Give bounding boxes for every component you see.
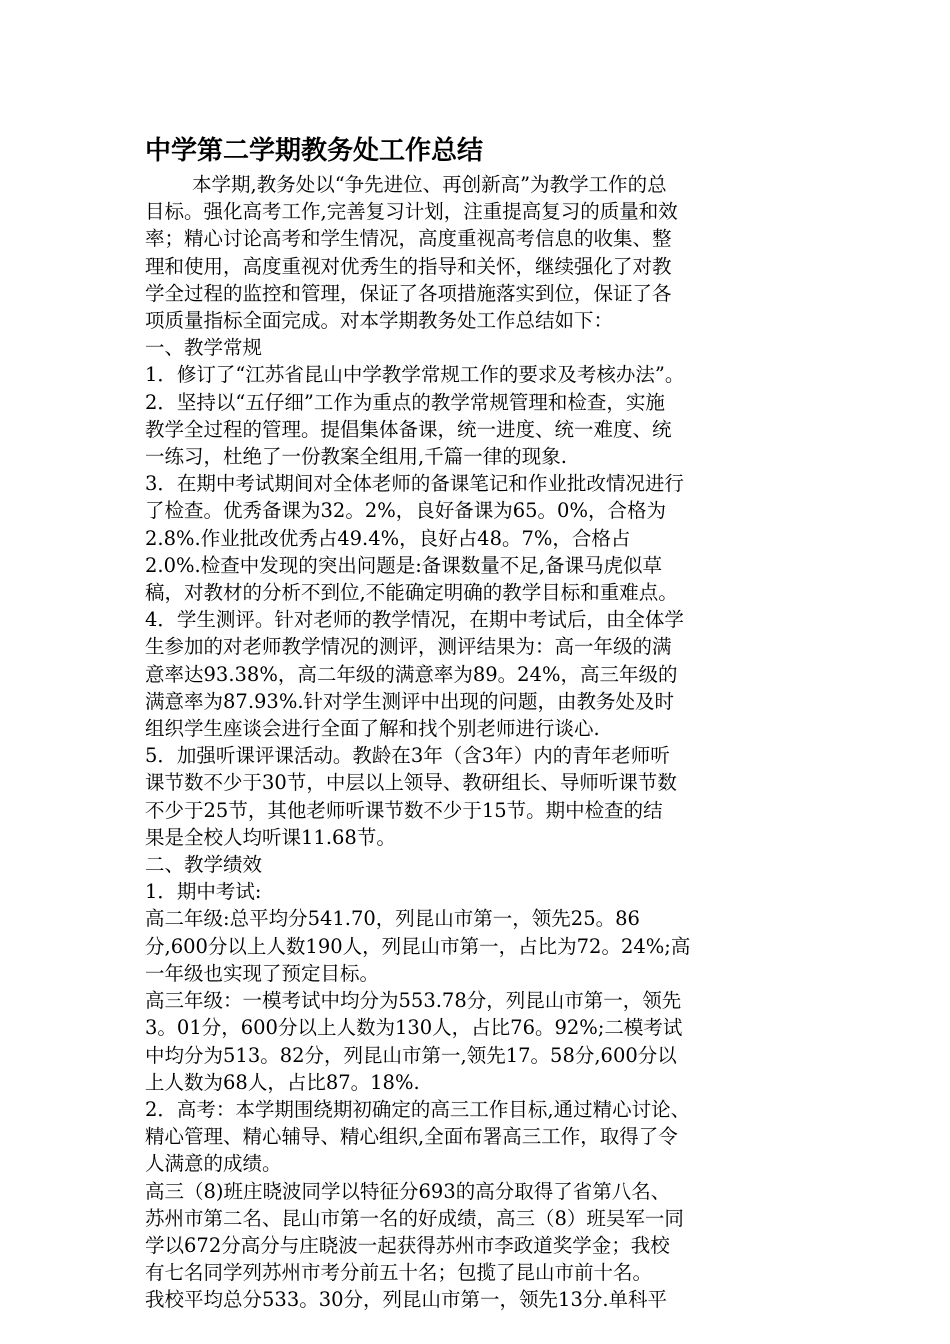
document-page: [145, 132, 810, 1314]
paragraph-line: 高二年级:总平均分541.70，列昆山市第一，领先25。86: [145, 907, 640, 931]
paragraph-line: 率；精心讨论高考和学生情况，高度重视高考信息的收集、整: [145, 227, 672, 251]
paragraph-line: 满意率为87.93%.针对学生测评中出现的问题，由教务处及时: [145, 689, 675, 713]
paragraph-line: 组织学生座谈会进行全面了解和找个别老师进行谈心.: [145, 717, 600, 741]
paragraph-line: 一年级也实现了预定目标。: [145, 961, 380, 985]
paragraph-line: 稿，对教材的分析不到位,不能确定明确的教学目标和重难点。: [145, 581, 678, 605]
paragraph-line: 1．期中考试:: [145, 880, 262, 904]
section-heading: 二、教学绩效: [145, 853, 263, 877]
paragraph-line: 意率达93.38%，高二年级的满意率为89。24%，高三年级的: [145, 662, 678, 686]
paragraph-line: 3．在期中考试期间对全体老师的备课笔记和作业批改情况进行: [145, 472, 684, 496]
paragraph-line: 1．修订了“江苏省昆山中学教学常规工作的要求及考核办法”。: [145, 363, 685, 387]
paragraph-line: 上人数为68人，占比87。18%.: [145, 1070, 420, 1094]
paragraph-line: 我校平均总分533。30分，列昆山市第一，领先13分.单科平: [145, 1288, 668, 1312]
paragraph-line: 苏州市第二名、昆山市第一名的好成绩，高三（8）班吴军一同: [145, 1206, 684, 1230]
paragraph-line: 有七名同学列苏州市考分前五十名；包揽了昆山市前十名。: [145, 1261, 653, 1285]
paragraph-line: 高三年级：一模考试中均分为553.78分，列昆山市第一，领先: [145, 989, 682, 1013]
paragraph-line: 生参加的对老师教学情况的测评，测评结果为：高一年级的满: [145, 635, 672, 659]
paragraph-line: 分,600分以上人数190人，列昆山市第一，占比为72。24%;高: [145, 934, 691, 958]
paragraph-line: 了检查。优秀备课为32。2%，良好备课为65。0%，合格为: [145, 499, 666, 523]
paragraph-line: 2.0%.检查中发现的突出问题是:备课数量不足,备课马虎似草: [145, 553, 663, 577]
paragraph-line: 果是全校人均听课11.68节。: [145, 825, 396, 849]
paragraph-line: 学全过程的监控和管理，保证了各项措施落实到位，保证了各: [145, 281, 672, 305]
paragraph-line: 精心管理、精心辅导、精心组织,全面布署高三工作，取得了令: [145, 1125, 678, 1149]
paragraph-line: 2．坚持以“五仔细”工作为重点的教学常规管理和检查，实施: [145, 390, 665, 414]
paragraph-line: 本学期,教务处以“争先进位、再创新高”为教学工作的总: [192, 173, 667, 196]
paragraph-line: 高三（8)班庄晓波同学以特征分693的高分取得了省第八名、: [145, 1179, 671, 1203]
document-title: 中学第二学期教务处工作总结: [145, 136, 484, 166]
paragraph-line: 教学全过程的管理。提倡集体备课，统一进度、统一难度、统: [145, 417, 672, 441]
paragraph-line: 5．加强听课评课活动。教龄在3年（含3年）内的青年老师听: [145, 744, 670, 768]
paragraph-line: 2．高考：本学期围绕期初确定的高三工作目标,通过精心讨论、: [145, 1097, 691, 1121]
paragraph-line: 项质量指标全面完成。对本学期教务处工作总结如下：: [145, 309, 614, 333]
section-heading: 一、教学常规: [145, 336, 263, 360]
paragraph-line: 理和使用，高度重视对优秀生的指导和关怀，继续强化了对教: [145, 254, 672, 278]
paragraph-line: 一练习，杜绝了一份教案全组用,千篇一律的现象.: [145, 445, 567, 469]
paragraph-line: 课节数不少于30节，中层以上领导、教研组长、导师听课节数: [145, 771, 677, 795]
paragraph-line: 目标。强化高考工作,完善复习计划，注重提高复习的质量和效: [145, 200, 678, 224]
document-body: [145, 171, 810, 1314]
paragraph-line: 中均分为513。82分，列昆山市第一,领先17。58分,600分以: [145, 1043, 677, 1067]
paragraph-line: 不少于25节，其他老师听课节数不少于15节。期中检查的结: [145, 798, 663, 822]
paragraph-line: 3。01分，600分以上人数为130人，占比76。92%;二模考试: [145, 1016, 683, 1040]
paragraph-line: 人满意的成绩。: [145, 1152, 282, 1176]
paragraph-line: 4．学生测评。针对老师的教学情况，在期中考试后，由全体学: [145, 608, 684, 632]
paragraph-line: 学以672分高分与庄晓波一起获得苏州市李政道奖学金；我校: [145, 1233, 670, 1257]
paragraph-line: 2.8%.作业批改优秀占49.4%，良好占48。7%，合格占: [145, 526, 631, 550]
